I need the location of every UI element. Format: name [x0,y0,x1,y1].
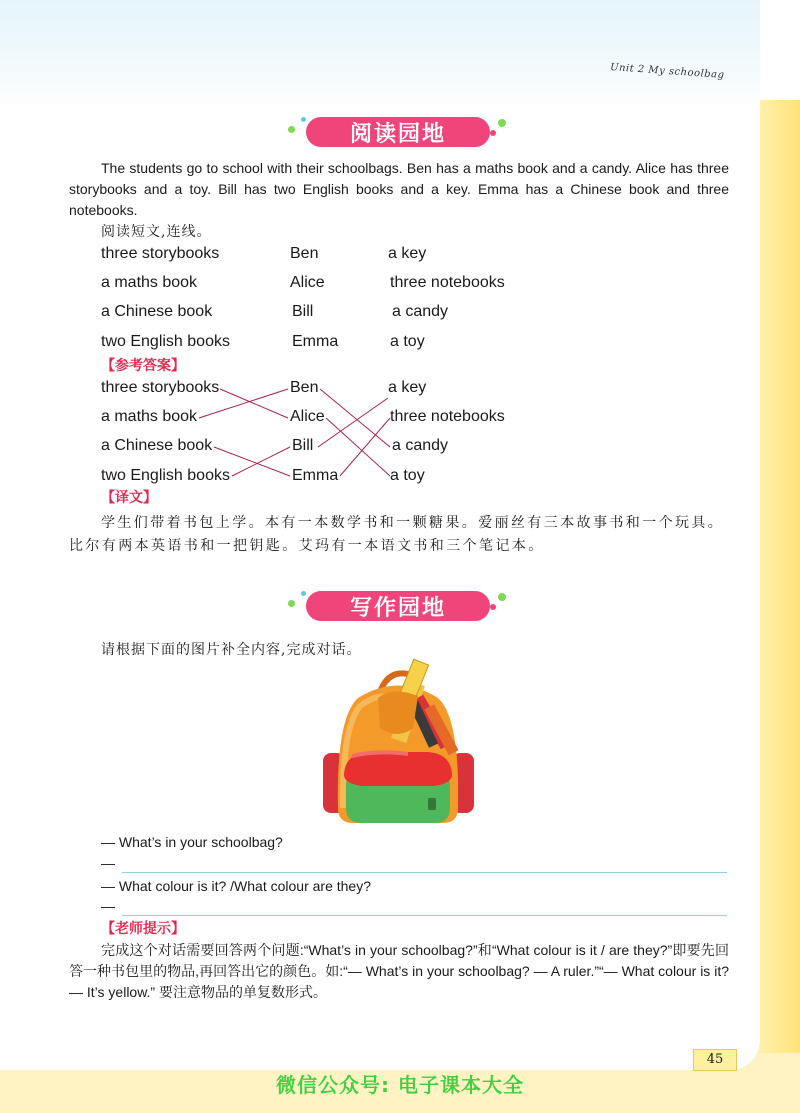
left-item: three storybooks [101,379,220,396]
writing-title-text: 写作园地 [349,595,446,621]
banner-dot [490,604,496,610]
answer-label: 【参考答案】 [101,358,185,374]
name-item: Emma [292,333,339,350]
dialogue-line-1: — What’s in your schoolbag? [101,834,283,850]
answer-line [220,389,288,418]
right-item: a toy [390,333,425,350]
right-item: three notebooks [390,274,505,291]
name-item: Emma [292,467,339,484]
answer-line [232,447,290,476]
left-item: a maths book [101,274,198,291]
answer-line [214,447,290,476]
translation-label: 【译文】 [101,490,157,506]
reading-passage: The students go to school with their schoolbags. Ben has a maths book and a candy. Alice has three storybooks and a toy. Bill has two English books and a key. Emma has a Chinese book and three notebooks. [69,160,729,218]
left-item: a maths book [101,408,198,425]
name-item: Ben [290,379,319,396]
reading-instruction: 阅读短文,连线。 [101,224,212,240]
answer-blank-1[interactable] [122,872,727,873]
watermark: 微信公众号: 电子课本大全 [276,1073,524,1097]
answer-line [199,389,288,418]
right-item: three notebooks [390,408,505,425]
writing-section-title [306,591,490,621]
name-item: Bill [292,437,314,454]
left-item: a Chinese book [101,437,213,454]
translation-text: 学生们带着书包上学。本有一本数学书和一颗糖果。爱丽丝有三本故事书和一个玩具。比尔有两本英语书和一把钥匙。艾玛有一本语文书和三个笔记本。 [69,515,725,554]
schoolbag-illustration [318,658,478,833]
running-head: Unit 2 My schoolbag [609,62,725,81]
name-item: Ben [290,245,319,262]
teacher-tip-label: 【老师提示】 [101,921,185,937]
left-item: two English books [101,333,230,350]
banner-dot [288,600,295,607]
answer-line [318,398,388,447]
right-item: a toy [390,467,425,484]
dialogue-line-2: — [101,855,115,871]
answer-line [326,418,390,476]
right-item: a key [388,245,427,262]
name-item: Alice [290,408,325,425]
reading-title-text: 阅读园地 [349,121,446,147]
banner-dot [498,593,506,601]
right-item: a key [388,379,427,396]
answer-blank-2[interactable] [122,915,727,916]
dialogue-line-3: — What colour is it? /What colour are they? [101,878,371,894]
answer-lines [0,0,800,520]
dialogue-line-4: — [101,898,115,914]
teacher-tip-text: 完成这个对话需要回答两个问题:“What’s in your schoolbag?”和“What colour is it / are they?”即要先回答一种书包里的物品,再回答出它的颜色。如:“— What’s in your schoolbag? — A ruler.”“— What colour is it? — It’s yellow.” 要注意物品的单复数形式。 [69,942,729,1000]
name-item: Alice [290,274,325,291]
left-item: three storybooks [101,245,220,262]
left-item: a Chinese book [101,303,213,320]
right-item: a candy [392,437,449,454]
left-item: two English books [101,467,230,484]
writing-instruction: 请根据下面的图片补全内容,完成对话。 [101,642,362,658]
right-item: a candy [392,303,449,320]
banner-dot [301,591,306,596]
name-item: Bill [292,303,314,320]
page-number: 45 [693,1049,737,1071]
